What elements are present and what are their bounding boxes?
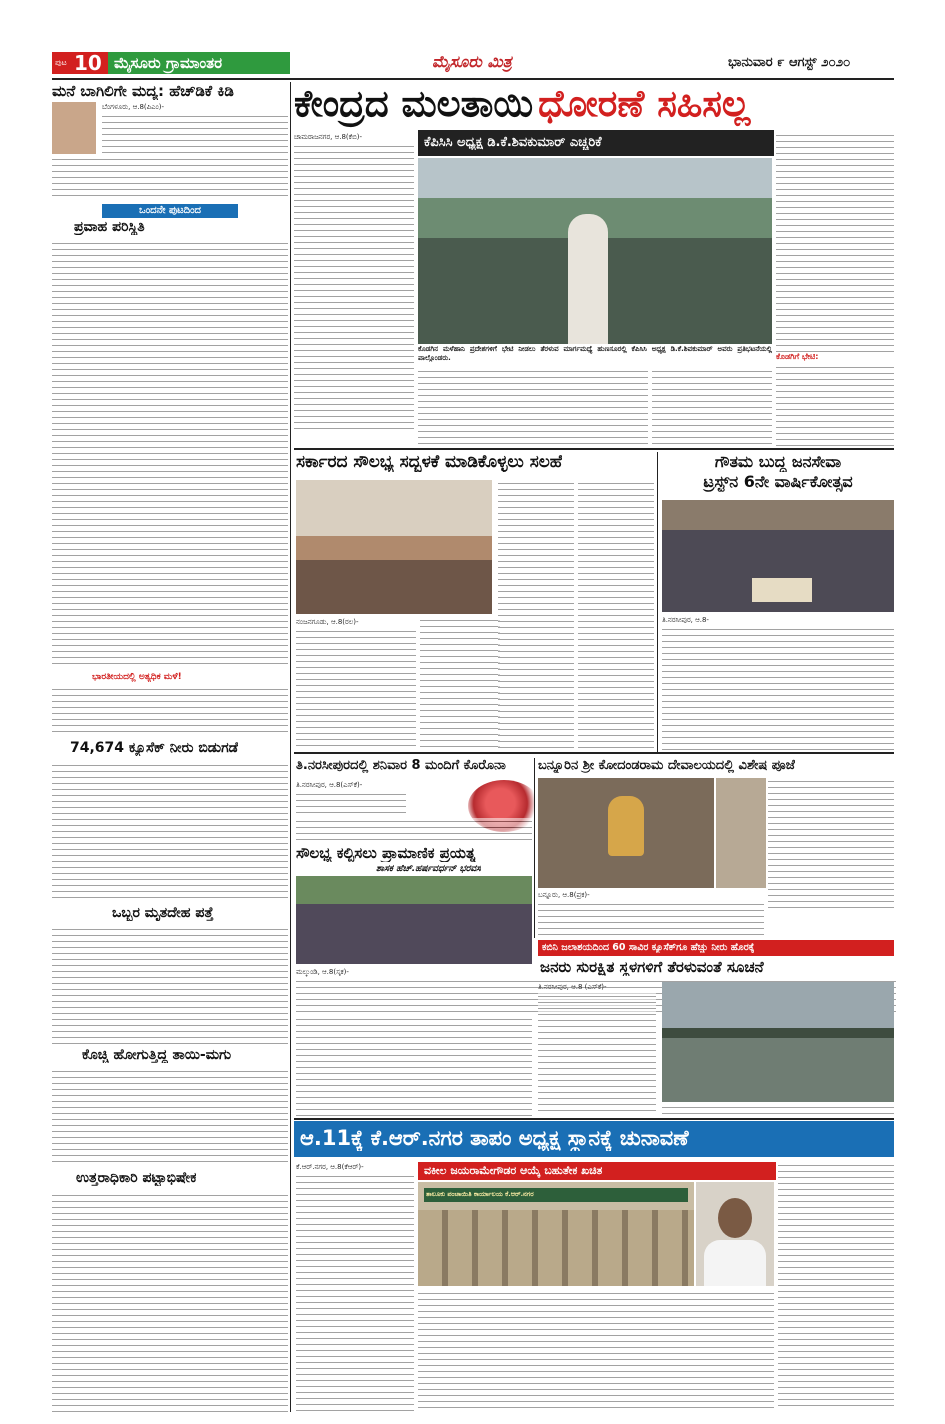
left-body-6: [52, 1068, 288, 1166]
story5-subhead: ಶಾಸಕ ಹೆಚ್.ಹರ್ಷವರ್ಧನ್ ಭರವಸೆ: [376, 864, 482, 874]
photo-shore: [662, 1028, 894, 1038]
portrait-face: [718, 1198, 752, 1238]
story2-lead: ನಂಜನಗೂಡು, ಆ.8(ರಲ)-: [296, 618, 359, 626]
mid-rule: [294, 752, 894, 754]
header-rule: [52, 78, 894, 80]
story8-body-b: [418, 1290, 774, 1411]
page-label: ಪುಟ: [55, 58, 67, 67]
photo-water: [662, 1038, 894, 1102]
leader-portrait: [52, 102, 96, 154]
story8-body-a: [296, 1173, 414, 1411]
left-note: ಭಾರತೀಯದಲ್ಲಿ ಅತ್ಯಧಿಕ ಮಳೆ!: [92, 672, 182, 682]
story6-headline: ಬನ್ನೂರಿನ ಶ್ರೀ ಕೋದಂಡರಾಮ ದೇವಾಲಯದಲ್ಲಿ ವಿಶೇಷ ಪೂಜೆ: [538, 758, 795, 773]
story8-lead: ಕೆ.ಆರ್.ನಗರ, ಆ.8(ಕೆಆರ್)-: [296, 1163, 364, 1171]
left-body-7: [52, 1192, 288, 1414]
photo-idol: [608, 796, 644, 856]
strap-label: ಒಂದನೇ ಪುಟದಿಂದ: [139, 205, 201, 216]
story7-headline: ಜನರು ಸುರಕ್ಷಿತ ಸ್ಥಳಗಳಿಗೆ ತೆರಳುವಂತೆ ಸೂಚನೆ: [540, 958, 764, 976]
story3-photo: [662, 500, 894, 612]
main-body-left: [294, 143, 414, 430]
page-number: 10: [74, 51, 102, 75]
photo-leader: [568, 214, 608, 344]
story8-body-c: [778, 1162, 894, 1411]
left-headline-2: ಪ್ರವಾಹ ಪರಿಸ್ಥಿತಿ: [74, 219, 145, 235]
photo-sky: [418, 158, 772, 198]
story4-headline: ತಿ.ನರಸೀಪುರದಲ್ಲಿ ಶನಿವಾರ 8 ಮಂದಿಗೆ ಕೊರೊನಾ: [296, 758, 506, 773]
main-headline-part2: ಧೋರಣೆ ಸಹಿಸಲ್ಲ: [538, 82, 751, 125]
left-body-3: [52, 686, 288, 736]
story6-photo-1: [538, 778, 714, 888]
story3-headline-box: [662, 452, 894, 498]
story2-photo: [296, 480, 492, 614]
left-body-1b: [52, 156, 288, 200]
main-body-right: [776, 132, 894, 352]
story8-building-photo: [418, 1182, 694, 1286]
left-headline-6: ಕೊಚ್ಚಿ ಹೋಗುತ್ತಿದ್ದ ತಾಯಿ-ಮಗು: [82, 1047, 232, 1063]
story5-headline: ಸೌಲಭ್ಯ ಕಲ್ಪಿಸಲು ಪ್ರಾಮಾಣಿಕ ಪ್ರಯತ್ನ: [296, 844, 476, 862]
masthead-logo: ಮೈಸೂರು ಮಿತ್ರ: [432, 52, 512, 71]
bottom-rule: [294, 1118, 894, 1120]
left-body-4: [52, 762, 288, 902]
main-lead: ಚಾಮರಾಜನಗರ, ಆ.8(ಕೆಬಿ)-: [294, 133, 363, 141]
story6-photo-2: [716, 778, 766, 888]
section-title-box: [108, 52, 290, 74]
story6-lead: ಬನ್ನೂರು, ಆ.8(ಪ್ರಕ)-: [538, 891, 590, 899]
photo-seated: [296, 560, 492, 614]
candidate-portrait: [696, 1182, 774, 1286]
story4-body-a: [296, 791, 406, 817]
story6-body-a: [768, 778, 894, 910]
story7-strap: ಕಬಿನಿ ಜಲಾಶಯದಿಂದ 60 ಸಾವಿರ ಕ್ಯೂಸೆಕ್‌ಗೂ ಹೆಚ್ಚು ನೀರು ಹೊರಕ್ಕೆ: [542, 942, 755, 953]
left-headline-4: 74,674 ಕ್ಯೂಸೆಕ್ ನೀರು ಬಿಡುಗಡೆ: [70, 740, 239, 756]
main-rule: [294, 448, 894, 450]
story5-photo: [296, 876, 532, 964]
story7-body-b: [662, 1104, 894, 1116]
section-title: ಮೈಸೂರು ಗ್ರಾಮಾಂತರ: [114, 54, 223, 72]
story2-body-c: [498, 480, 574, 750]
issue-date: ಭಾನುವಾರ ೯ ಆಗಸ್ಟ್ ೨೦೨೦: [728, 55, 851, 70]
left-body-2: [52, 240, 288, 668]
main-body-right2: [776, 364, 894, 446]
main-photo-caption: ಕೊಡಗಿನ ಮಳೆಹಾನಿ ಪ್ರದೇಶಗಳಿಗೆ ಭೇಟಿ ನೀಡಲು ತೆರಳುವ ಮಾರ್ಗಮಧ್ಯೆ ಹುಣಸೂರಲ್ಲಿ ಕೆಪಿಸಿಸಿ ಅಧ್ಯಕ್ಷ ಡಿ.ಕೆ.ಶಿವಕುಮಾರ್ ಅವರು ಪ್ರತಿಭಟನೆಯಲ್ಲಿ ಪಾಲ್ಗೊಂಡರು.: [418, 345, 772, 362]
main-body-mid: [418, 368, 648, 446]
story7-photo: [662, 982, 894, 1102]
story2-body-a: [296, 628, 416, 750]
left-column: [52, 82, 288, 1414]
story5-body-b: [296, 1016, 532, 1116]
story2-headline: ಸರ್ಕಾರದ ಸೌಲಭ್ಯ ಸದ್ಬಳಕೆ ಮಾಡಿಕೊಳ್ಳಲು ಸಲಹೆ: [296, 452, 563, 472]
main-body-mid2: [652, 368, 772, 446]
story4-body-b: [296, 818, 532, 842]
left-body-5: [52, 926, 288, 1044]
photo-cake: [752, 578, 812, 602]
main-subhead: ಕೆಪಿಸಿಸಿ ಅಧ್ಯಕ್ಷ ಡಿ.ಕೆ.ಶಿವಕುಮಾರ್ ಎಚ್ಚರಿಕೆ: [424, 135, 602, 150]
page-number-box: [52, 52, 108, 74]
story3-headline-line2: ಟ್ರಸ್ಟ್‌ನ 6ನೇ ವಾರ್ಷಿಕೋತ್ಸವ: [703, 472, 853, 491]
building-pillars: [418, 1210, 694, 1286]
main-headline-part1: ಕೇಂದ್ರದ ಮಲತಾಯಿ: [294, 82, 534, 125]
story8-subhead: ವಕೀಲ ಜಯರಾಮೇಗೌಡರ ಆಯ್ಕೆ ಬಹುತೇಕ ಖಚಿತ: [424, 1164, 603, 1177]
story5-lead: ಮಲ್ಕುಂಡಿ, ಆ.8(ಸ್ಕಕ)-: [296, 968, 349, 976]
story6-body-b: [538, 901, 764, 937]
story3-lead: ತಿ.ನರಸೀಪುರ, ಆ.8-: [662, 616, 709, 624]
photo-group: [296, 904, 532, 964]
left-headline-5: ಒಬ್ಬರ ಮೃತದೇಹ ಪತ್ತೆ: [112, 905, 214, 921]
main-side-note: ಕೊಡಗಿಗೆ ಭೇಟಿ:: [776, 352, 819, 361]
story4-lead: ತಿ.ನರಸೀಪುರ, ಆ.8(ಎಸ್‌ಕೆ)-: [296, 781, 363, 789]
main-headline: [294, 82, 894, 130]
page-header: [0, 48, 945, 78]
left-lead-1: ಬೆಂಗಳೂರು, ಆ.8(ಪಿಎಂ)-: [102, 103, 164, 111]
story7-body-a: [538, 993, 656, 1113]
story-divider-2: [657, 452, 658, 752]
left-headline-7: ಉತ್ತರಾಧಿಕಾರಿ ಪಟ್ಟಾಭಿಷೇಕ: [76, 1170, 197, 1186]
story7-lead: ತಿ.ನರಸೀಪುರ, ಆ.8 (ಎಸ್‌ಕೆ)-: [538, 983, 607, 991]
story2-body-d: [578, 480, 654, 750]
story-divider-4: [534, 758, 535, 938]
story2-body-b: [420, 617, 500, 750]
portrait-shirt: [704, 1240, 766, 1286]
story3-headline-line1: ಗೌತಮ ಬುದ್ಧ ಜನಸೇವಾ: [714, 452, 842, 471]
left-headline-1: ಮನೆ ಬಾಗಿಲಿಗೇ ಮದ್ಯ: ಹೆಚ್‌ಡಿಕೆ ಕಿಡಿ: [52, 82, 234, 100]
photo-wall: [296, 480, 492, 536]
story8-headline: ಆ.11ಕ್ಕೆ ಕೆ.ಆರ್.ನಗರ ತಾಪಂ ಅಧ್ಯಕ್ಷ ಸ್ಥಾನಕ್ಕೆ ಚುನಾವಣೆ: [300, 1126, 689, 1150]
left-body-1: [102, 113, 288, 155]
main-photo: [418, 158, 772, 344]
story3-body: [662, 626, 894, 750]
building-sign: ತಾಲೂಕು ಪಂಚಾಯಿತಿ ಕಾರ್ಯಾಲಯ ಕೆ.ಆರ್.ನಗರ: [426, 1190, 534, 1198]
left-column-divider: [290, 82, 291, 1412]
